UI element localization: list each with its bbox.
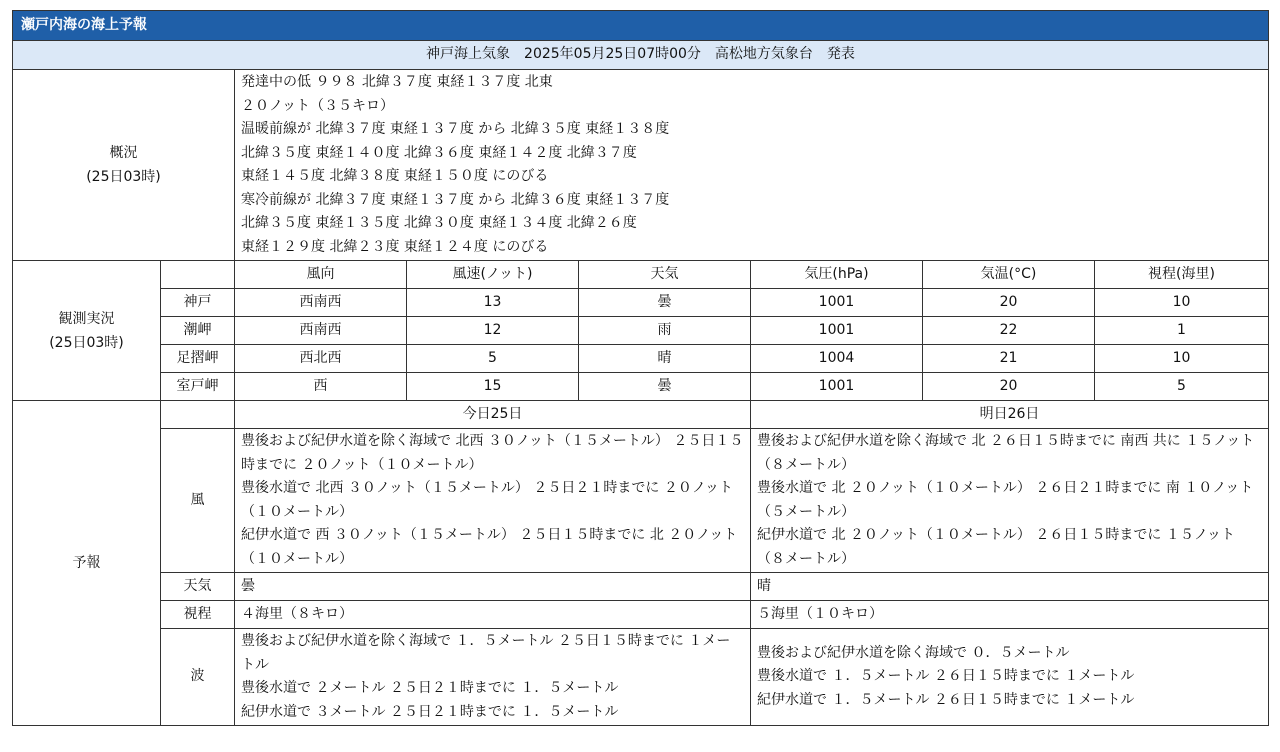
wind-speed: 5 (407, 345, 579, 373)
wind-forecast-line: 豊後水道で 北西 ３０ノット（１５メートル） ２５日２１時までに ２０ノット（１０メートル） (241, 480, 733, 520)
weather-forecast-day1: 曇 (235, 573, 751, 601)
wind-forecast-line: 紀伊水道で 北 ２０ノット（１０メートル） ２６日１５時までに １５ノット（８メートル） (757, 527, 1235, 567)
wave-forecast-day2 (751, 629, 1269, 726)
wind-forecast-day1 (235, 429, 751, 573)
weather: 雨 (579, 317, 751, 345)
wave-forecast-line: 豊後水道で １．５メートル ２６日１５時までに １メートル (757, 668, 1135, 685)
observation-header-blank (161, 261, 235, 289)
weather: 曇 (579, 289, 751, 317)
overview-line: 寒冷前線が 北緯３７度 東経１３７度 から 北緯３６度 東経１３７度 (241, 191, 670, 208)
wind-forecast-day2 (751, 429, 1269, 573)
column-header: 気圧(hPa) (751, 261, 923, 289)
table-row (13, 317, 1269, 345)
pressure: 1001 (751, 317, 923, 345)
table-row (13, 345, 1269, 373)
station-name: 潮岬 (161, 317, 235, 345)
wind-forecast-line: 豊後水道で 北 ２０ノット（１０メートル） ２６日２１時までに 南 １０ノット（５メートル） (757, 480, 1254, 520)
column-header: 気温(°C) (923, 261, 1095, 289)
wind-forecast-line: 紀伊水道で 西 ３０ノット（１５メートル） ２５日１５時までに 北 ２０ノット（１０メートル） (241, 527, 738, 567)
overview-line: 東経１２９度 北緯２３度 東経１２４度 にのびる (241, 238, 549, 255)
forecast-day2-header: 明日26日 (751, 401, 1269, 429)
forecast-label: 予報 (13, 401, 161, 726)
temperature: 20 (923, 289, 1095, 317)
wind-direction: 西南西 (235, 289, 407, 317)
wave-forecast-line: 豊後および紀伊水道を除く海域で １．５メートル ２５日１５時までに １メートル (241, 633, 731, 673)
wind-speed: 15 (407, 373, 579, 401)
wind-direction: 西北西 (235, 345, 407, 373)
table-row (13, 373, 1269, 401)
visibility-forecast-day2: ５海里（１０キロ） (751, 601, 1269, 629)
visibility: 10 (1095, 289, 1269, 317)
overview-line: 発達中の低 ９９８ 北緯３７度 東経１３７度 北東 (241, 74, 553, 90)
station-name: 神戸 (161, 289, 235, 317)
overview-label-time: (25日03時) (86, 169, 161, 185)
wind-speed: 13 (407, 289, 579, 317)
wave-forecast-line: 豊後および紀伊水道を除く海域で ０．５メートル (757, 644, 1070, 661)
observation-label-time: (25日03時) (49, 334, 124, 351)
weather-forecast-day2: 晴 (751, 573, 1269, 601)
forecast-header-blank (161, 401, 235, 429)
visibility-forecast-day1: ４海里（８キロ） (235, 601, 751, 629)
temperature: 21 (923, 345, 1095, 373)
weather: 晴 (579, 345, 751, 373)
wave-forecast-line: 紀伊水道で １．５メートル ２６日１５時までに １メートル (757, 691, 1135, 708)
table-row (13, 289, 1269, 317)
temperature: 20 (923, 373, 1095, 401)
column-header: 風速(ノット) (407, 261, 579, 289)
wind-forecast-line: 豊後および紀伊水道を除く海域で 北西 ３０ノット（１５メートル） ２５日１５時までに ２０ノット（１０メートル） (241, 433, 744, 473)
station-name: 室戸岬 (161, 373, 235, 401)
wind-speed: 12 (407, 317, 579, 345)
visibility: 5 (1095, 373, 1269, 401)
wave-forecast-line: 紀伊水道で ３メートル ２５日２１時までに １．５メートル (241, 703, 619, 720)
wind-label: 風 (161, 429, 235, 573)
visibility-label: 視程 (161, 601, 235, 629)
wind-forecast-line: 豊後および紀伊水道を除く海域で 北 ２６日１５時までに 南西 共に １５ノット（８メートル） (757, 433, 1255, 473)
column-header: 視程(海里) (1095, 261, 1269, 289)
overview-line: 北緯３５度 東経１４０度 北緯３６度 東経１４２度 北緯３７度 (241, 144, 637, 161)
visibility: 1 (1095, 317, 1269, 345)
pressure: 1001 (751, 373, 923, 401)
marine-forecast-table (12, 10, 1269, 726)
visibility: 10 (1095, 345, 1269, 373)
forecast-document (12, 10, 1268, 726)
page-title: 瀬戸内海の海上予報 (13, 11, 1269, 41)
overview-line: 北緯３５度 東経１３５度 北緯３０度 東経１３４度 北緯２６度 (241, 215, 637, 231)
wave-forecast-day1 (235, 629, 751, 726)
station-name: 足摺岬 (161, 345, 235, 373)
temperature: 22 (923, 317, 1095, 345)
forecast-day1-header: 今日25日 (235, 401, 751, 429)
overview-line: 東経１４５度 北緯３８度 東経１５０度 にのびる (241, 168, 549, 184)
overview-text (235, 70, 1269, 261)
column-header: 天気 (579, 261, 751, 289)
observation-label (13, 261, 161, 401)
pressure: 1004 (751, 345, 923, 373)
wave-forecast-line: 豊後水道で ２メートル ２５日２１時までに １．５メートル (241, 680, 619, 696)
wind-direction: 西南西 (235, 317, 407, 345)
overview-label (13, 70, 235, 261)
overview-line: 温暖前線が 北緯３７度 東経１３７度 から 北緯３５度 東経１３８度 (241, 121, 670, 137)
weather: 曇 (579, 373, 751, 401)
overview-label-main: 概況 (109, 145, 138, 161)
column-header: 風向 (235, 261, 407, 289)
observation-label-main: 観測実況 (58, 310, 115, 327)
weather-label: 天気 (161, 573, 235, 601)
wind-direction: 西 (235, 373, 407, 401)
issue-info: 神戸海上気象 2025年05月25日07時00分 高松地方気象台 発表 (13, 41, 1269, 70)
pressure: 1001 (751, 289, 923, 317)
wave-label: 波 (161, 629, 235, 726)
overview-line: ２０ノット（３５キロ） (241, 97, 395, 114)
